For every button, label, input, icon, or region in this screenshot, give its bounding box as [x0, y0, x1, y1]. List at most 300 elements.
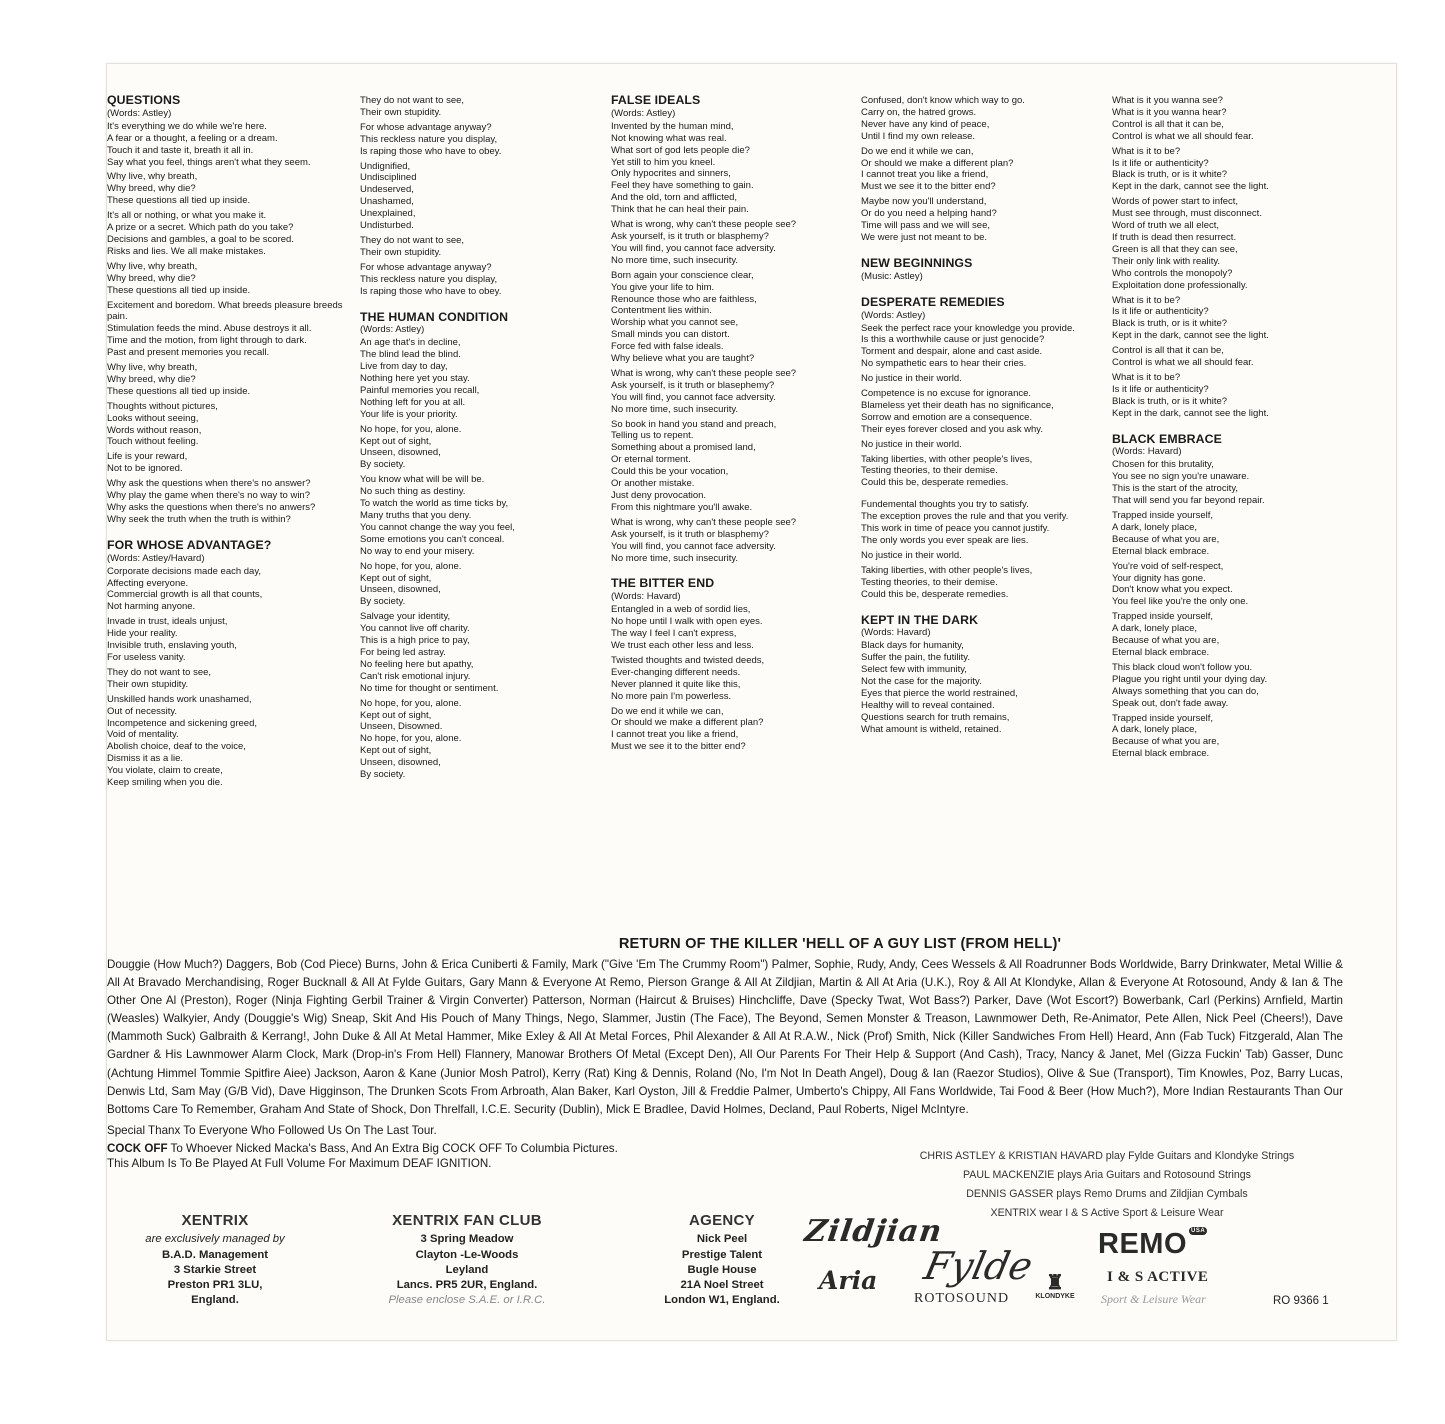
text-line: These questions all tied up inside.: [107, 385, 251, 397]
text-line: Life is your reward,: [107, 451, 188, 463]
lyric-stanza: [861, 454, 1107, 490]
equipment-credit-line: PAUL MACKENZIE plays Aria Guitars and Rotosound Strings: [963, 1169, 1251, 1181]
lyric-stanza: [360, 337, 606, 420]
text-line: You see no sign you're unaware.: [1112, 471, 1250, 483]
text-line: Time and the motion, from light through to dark.: [107, 335, 307, 347]
lyric-stanza: [360, 235, 606, 259]
text-line: Prestige Talent: [681, 1248, 763, 1261]
text-line: Something about a promised land,: [611, 442, 756, 454]
song-credit: (Words: Astley): [611, 107, 676, 119]
contact-intro: are exclusively managed by: [145, 1233, 285, 1246]
contact-title: XENTRIX: [181, 1212, 249, 1229]
lyric-stanza: [1112, 611, 1358, 659]
text-line: Exploitation done professionally.: [1112, 279, 1248, 291]
lyric-stanza: [861, 196, 1107, 244]
lyric-stanza: [360, 95, 606, 119]
text-line: Eternal black embrace.: [1112, 748, 1210, 760]
text-line: A dark, lonely place,: [1112, 724, 1198, 736]
text-line: For useless vanity.: [107, 651, 186, 663]
lyric-stanza: [1112, 295, 1358, 343]
text-line: Undisturbed.: [360, 220, 414, 232]
text-line: It's everything we do while we're here.: [107, 120, 267, 132]
text-line: Do we end it while we can,: [611, 705, 724, 717]
text-line: Must see through, must disconnect.: [1112, 208, 1262, 220]
text-line: Is this a worthwhile cause or just genocide?: [861, 334, 1045, 346]
text-line: Salvage your identity,: [360, 611, 451, 623]
volume-note: This Album Is To Be Played At Full Volume For Maximum DEAF IGNITION.: [107, 1156, 492, 1170]
lyric-stanza: [107, 401, 353, 449]
text-line: Renounce those who are faithless,: [611, 293, 757, 305]
text-line: Not harming anyone.: [107, 601, 196, 613]
text-line: Healthy will to reveal contained.: [861, 699, 995, 711]
management-contact: [127, 1213, 303, 1309]
text-line: And the old, torn and afflicted,: [611, 192, 738, 204]
text-line: Unseen, Disowned.: [360, 721, 443, 733]
text-line: Could this be your vocation,: [611, 466, 729, 478]
lyric-stanza: [861, 146, 1107, 194]
text-line: By society.: [360, 459, 406, 471]
text-line: Can't risk emotional injury.: [360, 670, 471, 682]
lyrics-column-3: [611, 95, 857, 756]
text-line: 3 Starkie Street: [173, 1263, 257, 1276]
text-line: Taking liberties, with other people's lives,: [861, 453, 1033, 465]
contact-address: [127, 1248, 303, 1309]
text-line: Their eyes forever closed and you ask why.: [861, 423, 1043, 435]
text-line: Control is what we all should fear.: [1112, 130, 1254, 142]
lyric-stanza: [1112, 510, 1358, 558]
text-line: Lancs. PR5 2UR, England.: [396, 1279, 538, 1292]
text-line: No hope, for you, alone.: [360, 423, 462, 435]
text-line: They do not want to see,: [360, 95, 465, 106]
text-line: You will find, you cannot face adversity.: [611, 540, 776, 552]
text-line: You feel like you're the only one.: [1112, 596, 1249, 608]
text-line: Suffer the pain, the futility.: [861, 652, 970, 664]
text-line: Preston PR1 3LU,: [167, 1279, 263, 1292]
text-line: Until I find my own release.: [861, 130, 976, 142]
text-line: For whose advantage anyway?: [360, 121, 492, 133]
text-line: Questions search for truth remains,: [861, 711, 1010, 723]
thanks-title: RETURN OF THE KILLER 'HELL OF A GUY LIST (FROM HELL)': [618, 936, 1062, 952]
text-line: This is a high price to pay,: [360, 635, 470, 647]
text-line: Keep smiling when you die.: [107, 777, 223, 789]
text-line: 21A Noel Street: [680, 1279, 764, 1292]
text-line: Why seek the truth when the truth is within?: [107, 513, 291, 525]
equipment-credits: [887, 1147, 1327, 1223]
text-line: Select few with immunity,: [861, 664, 967, 676]
lyric-stanza: [360, 474, 606, 557]
lyric-stanza: [611, 419, 857, 514]
lyric-stanza: [861, 640, 1107, 735]
text-line: Or should we make a different plan?: [611, 717, 764, 729]
text-line: England.: [191, 1294, 239, 1307]
text-line: No more time, such insecurity.: [611, 403, 739, 415]
song-title-black-embrace: BLACK EMBRACE: [1112, 431, 1222, 446]
text-line: Don't know what you expect.: [1112, 584, 1233, 596]
text-line: Kept in the dark, cannot see the light.: [1112, 330, 1269, 342]
text-line: Testing theories, to their demise.: [861, 576, 998, 588]
lyric-stanza: [360, 262, 606, 298]
equipment-credit-line: DENNIS GASSER plays Remo Drums and Zildjian Cymbals: [966, 1188, 1248, 1200]
song-title-kept-in-the-dark: KEPT IN THE DARK: [861, 612, 979, 627]
text-line: Touch without feeling.: [107, 436, 199, 448]
text-line: Ask yourself, is it truth or blasephemy?: [611, 379, 775, 391]
text-line: They do not want to see,: [107, 666, 212, 678]
text-line: Not to be ignored.: [107, 463, 183, 475]
text-line: Why live, why breath,: [107, 362, 198, 374]
text-line: Incompetence and sickening greed,: [107, 717, 257, 729]
text-line: Ask yourself, is it truth or blasphemy?: [611, 528, 769, 540]
text-line: Out of necessity.: [107, 705, 178, 717]
lyric-stanza: [611, 219, 857, 267]
text-line: Word of truth we all elect,: [1112, 220, 1220, 232]
lyric-stanza: [611, 706, 857, 754]
text-line: For being led astray.: [360, 646, 446, 658]
song-credit: (Words: Astley): [360, 324, 425, 336]
text-line: What sort of god lets people die?: [611, 144, 750, 156]
equipment-credit-line: CHRIS ASTLEY & KRISTIAN HAVARD play Fylde Guitars and Klondyke Strings: [919, 1150, 1295, 1162]
text-line: Kept in the dark, cannot see the light.: [1112, 407, 1269, 419]
text-line: Thoughts without pictures,: [107, 400, 218, 412]
text-line: You will find, you cannot face adversity.: [611, 391, 776, 403]
text-line: No hope until I walk with open eyes.: [611, 616, 763, 628]
text-line: These questions all tied up inside.: [107, 195, 251, 207]
thanks-section: [107, 936, 1343, 1171]
text-line: Competence is no excuse for ignorance.: [861, 388, 1032, 400]
text-line: Clayton -Le-Woods: [415, 1248, 519, 1261]
thanks-list: Douggie (How Much?) Daggers, Bob (Cod Piece) Burns, John & Erica Cuniberti & Family, Mark ("Give 'Em The Crummy Room") Palmer, Sophie, Rudy, Andy, Cees Wessels & All Roadrunner Bods Worldwide, Barry Drinkwater, Metal Willie & All At Bravado Merchandising, Roger Bucknall & All At Fylde Guitars, Gary Mann & Everyone At Remo, Pierson Grange & All At Zildjian, Martin & All At Aria (U.K.), Roy & All At Klondyke, Allan & Everyone At Rotosound, Andy & Ian & The Other One Al (Preston), Roger (Ninja Fighting Gerbil Trainer & Virgin Converter) Patterson, Norman (Haircut & Bruises) Hinchcliffe, Dave (Specky Twat, Wot Bass?) Parker, Dave (Wot Escort?) Bowerbank, Carl (Perkins) Arnfield, Martin (Weasles) Walkyier, Andy (Douggie's Wig) Sneap, Skit And His Pouch of Many Things, Nego, Slammer, Justin (The Face), The Beyond, Semen Monster & Treason, Lawnmower Deth, Re-Animator, Pete Allen, Nick Peel (Cheers!), Dave (Mammoth Suck) Galbraith & Kerrang!, John Duke & All At Metal Hammer, Mike Exley & All At Metal Forces, Phil Alexander & All At R.A.W., Nick (Prof) Smith, Nick (Killer Sandwiches From Hell) Heard, Ann (Fab Tuck) Fitzgerald, Alan The Gardner & His Lawnmower Alarm Clock, Mark (Drop-in's From Hell) Flannery, Manowar Brothers Of Metal (Except Den), All Our Parents For Their Help & Support (And Cash), Tracy, Nancy & Janet, Mel (Gizza Fuckin' Tab) Gasser, Dunc (Achtung Himmel Tommie Spitfire Aiee) Jackson, Aaron & Kane (Junior Mosh Patrol), Kerry (Rat) King & Dennis, Roland (No, I'm Not In Death Angel), Doug & Ian (Raezor Studios), Olive & Sue (Transport), Tim Knowles, Poz, Barry Lucas, Denwis Ltd, Sam May (G/B Vid), Dave Higginson, The Drunken Scots From Arbroath, Alan Baker, Karl Oyston, Jill & Freddie Palmer, Umberto's Chippy, All Fans Worldwide, Tai Food & Beer (How Much?), More Indian Restaurants Than Our Bottoms Care To Remember, Graham And State of Shock, Don Threlfall, I.C.E. Security (Dublin), Mick E Bradlee, David Holmes, Decland, Paul Roberts, Nigel McIntyre.: [107, 958, 1343, 1116]
text-line: Invade in trust, ideals unjust,: [107, 616, 228, 628]
text-line: Nothing here yet you stay.: [360, 373, 470, 385]
text-line: Control is all that it can be,: [1112, 345, 1224, 357]
text-line: Time will pass and we will see,: [861, 220, 990, 232]
text-line: Decisions and gambles, a goal to be scored.: [107, 233, 294, 245]
lyrics-column-2: [360, 95, 606, 784]
text-line: Unseen, disowned,: [360, 757, 441, 769]
album-insert: [106, 63, 1397, 1341]
text-line: What is wrong, why can't these people see?: [611, 516, 797, 528]
text-line: Is it life or authenticity?: [1112, 383, 1209, 395]
text-line: B.A.D. Management: [161, 1248, 269, 1261]
text-line: Their own stupidity.: [360, 106, 442, 118]
text-line: Their own stupidity.: [107, 678, 189, 690]
text-line: Not the case for the majority.: [861, 676, 982, 688]
lyric-stanza: [360, 698, 606, 781]
text-line: Maybe now you'll understand,: [861, 196, 987, 208]
lyrics-column-4: [861, 95, 1107, 739]
text-line: Void of mentality.: [107, 729, 179, 741]
text-line: You know what will be will be.: [360, 474, 485, 486]
text-line: Live from day to day,: [360, 361, 448, 373]
text-line: Could this be, desperate remedies.: [861, 477, 1009, 489]
text-line: This work in time of peace you cannot justify.: [861, 523, 1050, 535]
text-line: Painful memories you recall,: [360, 384, 480, 396]
text-line: No hope, for you, alone.: [360, 560, 462, 572]
text-line: If truth is dead then resurrect.: [1112, 231, 1237, 243]
klondyke-wordmark: KLONDYKE: [1035, 1293, 1075, 1300]
text-line: Kept out of sight,: [360, 709, 432, 721]
text-line: So book in hand you stand and preach,: [611, 418, 777, 430]
text-line: Why live, why breath,: [107, 171, 198, 183]
text-line: Hide your reality.: [107, 628, 178, 640]
song-credit: (Words: Havard): [1112, 446, 1182, 458]
text-line: What amount is witheld, retained.: [861, 723, 1002, 735]
lyric-stanza: [861, 323, 1107, 371]
lyric-stanza: [1112, 459, 1358, 507]
text-line: Undignified,: [360, 160, 411, 172]
contact-title: XENTRIX FAN CLUB: [392, 1212, 542, 1229]
lyric-stanza: [611, 270, 857, 365]
text-line: A dark, lonely place,: [1112, 623, 1198, 635]
text-line: Abolish choice, deaf to the voice,: [107, 741, 246, 753]
lyric-stanza: [861, 550, 1107, 562]
lyric-stanza: [107, 210, 353, 258]
text-line: Why play the game when there's no way to win?: [107, 490, 311, 502]
text-line: This reckless nature you display,: [360, 133, 498, 145]
text-line: I cannot treat you like a friend,: [611, 729, 739, 741]
text-line: Kept in the dark, cannot see the light.: [1112, 181, 1269, 193]
lyrics-column-1: [107, 95, 353, 792]
lyric-stanza: [107, 667, 353, 691]
text-line: Dismiss it as a lie.: [107, 753, 184, 765]
text-line: Risks and lies. We all make mistakes.: [107, 245, 266, 257]
equipment-credit-line: XENTRIX wear I & S Active Sport & Leisure Wear: [990, 1207, 1224, 1219]
text-line: Or another mistake.: [611, 478, 695, 490]
text-line: Testing theories, to their demise.: [861, 465, 998, 477]
text-line: The blind lead the blind.: [360, 349, 461, 361]
text-line: Ask yourself, is it truth or blasphemy?: [611, 230, 769, 242]
is-active-logo: I & S ACTIVE: [1107, 1269, 1209, 1285]
text-line: Past and present memories you recall.: [107, 347, 270, 359]
text-line: Leyland: [445, 1263, 489, 1276]
lyric-stanza: [861, 388, 1107, 436]
lyric-stanza: [360, 161, 606, 232]
text-line: Yet still to him you kneel.: [611, 156, 716, 168]
text-line: Many truths that you deny.: [360, 510, 472, 521]
lyric-stanza: [360, 122, 606, 158]
agency-contact: [642, 1213, 802, 1309]
text-line: Torment and despair, alone and cast aside.: [861, 346, 1043, 358]
special-thanks: Special Thanx To Everyone Who Followed Us On The Last Tour.: [107, 1123, 437, 1137]
text-line: To watch the world as time ticks by,: [360, 498, 509, 510]
text-line: Speak out, don't fade away.: [1112, 697, 1229, 709]
text-line: This is the start of the atrocity,: [1112, 483, 1239, 495]
text-line: Black is truth, or is it white?: [1112, 318, 1228, 330]
text-line: What is it you wanna see?: [1112, 95, 1223, 106]
text-line: Kept out of sight,: [360, 435, 432, 447]
lyric-stanza: [107, 261, 353, 297]
lyric-stanza: [360, 424, 606, 472]
text-line: Is raping those who have to obey.: [360, 285, 502, 297]
text-line: London W1, England.: [664, 1294, 780, 1307]
text-line: Control is what we all should fear.: [1112, 357, 1254, 369]
text-line: Invented by the human mind,: [611, 120, 734, 132]
lyric-stanza: [360, 611, 606, 694]
text-line: Only hypocrites and sinners,: [611, 168, 731, 180]
text-line: This reckless nature you display,: [360, 273, 498, 285]
text-line: Force fed with false ideals.: [611, 341, 724, 353]
song-credit: (Words: Havard): [611, 591, 681, 603]
lyric-stanza: [1112, 713, 1358, 761]
text-line: Unashamed,: [360, 196, 414, 208]
text-line: No sympathetic ears to hear their cries.: [861, 358, 1027, 370]
lyric-stanza: [1112, 345, 1358, 369]
text-line: A fear or a thought, a feeling or a dream.: [107, 132, 278, 144]
lyric-stanza: [611, 368, 857, 416]
text-line: Unexplained,: [360, 208, 416, 220]
text-line: By society.: [360, 596, 406, 608]
text-line: Some emotions you can't conceal.: [360, 533, 505, 545]
text-line: Touch it and taste it, breath it all in.: [107, 144, 254, 156]
aria-logo: Aria: [819, 1266, 878, 1295]
lyric-stanza: [1112, 196, 1358, 291]
text-line: Do we end it while we can,: [861, 145, 974, 157]
text-line: Seek the perfect race your knowledge you provide.: [861, 322, 1075, 334]
text-line: Trapped inside yourself,: [1112, 510, 1214, 521]
text-line: Not knowing what was real.: [611, 132, 727, 144]
text-line: Worship what you cannot see,: [611, 317, 739, 329]
text-line: No justice in their world.: [861, 438, 962, 450]
text-line: Corporate decisions made each day,: [107, 565, 262, 577]
lyric-stanza: [107, 478, 353, 526]
text-line: Your dignity has gone.: [1112, 572, 1206, 584]
lyric-stanza: [1112, 95, 1358, 143]
lyric-stanza: [611, 121, 857, 216]
text-line: Sorrow and emotion are a consequence.: [861, 411, 1033, 423]
fan-club-contact: [369, 1213, 565, 1309]
text-line: Say what you feel, things aren't what they seem.: [107, 156, 311, 168]
text-line: The way I feel I can't express,: [611, 628, 737, 640]
text-line: Or eternal torment.: [611, 454, 691, 466]
remo-usa-badge: USA: [1191, 1228, 1206, 1234]
text-line: 3 Spring Meadow: [420, 1233, 514, 1246]
text-line: Nick Peel: [696, 1233, 748, 1246]
rotosound-logo: ROTOSOUND: [914, 1291, 1010, 1306]
text-line: You will find, you cannot face adversity.: [611, 242, 776, 254]
song-title-for-whose-advantage: FOR WHOSE ADVANTAGE?: [107, 537, 272, 552]
text-line: They do not want to see,: [360, 234, 465, 246]
text-line: Confused, don't know which way to go.: [861, 95, 1025, 106]
text-line: Plague you right until your dying day.: [1112, 673, 1268, 685]
text-line: Blameless yet their death has no significance,: [861, 399, 1054, 411]
text-line: Is raping those who have to obey.: [360, 145, 502, 157]
cock-off-text: To Whoever Nicked Macka's Bass, And An Extra Big COCK OFF To Columbia Pictures.: [167, 1141, 618, 1155]
song-credit: (Words: Astley): [107, 107, 172, 119]
text-line: Never have any kind of peace,: [861, 118, 990, 130]
text-line: For whose advantage anyway?: [360, 261, 492, 273]
text-line: Fundemental thoughts you try to satisfy.: [861, 499, 1029, 511]
lyric-stanza: [107, 121, 353, 169]
text-line: No feeling here but apathy,: [360, 658, 474, 670]
text-line: You cannot change the way you feel,: [360, 521, 515, 533]
text-line: Eyes that pierce the world restrained,: [861, 687, 1018, 699]
lyric-stanza: [107, 451, 353, 475]
text-line: That will send you far beyond repair.: [1112, 495, 1265, 507]
text-line: Telling us to repent.: [611, 430, 694, 442]
text-line: An age that's in decline,: [360, 337, 461, 349]
song-credit: (Words: Astley/Havard): [107, 552, 205, 564]
text-line: Their only link with reality.: [1112, 255, 1221, 267]
text-line: What is it to be?: [1112, 294, 1181, 306]
text-line: Invisible truth, enslaving youth,: [107, 640, 237, 652]
text-line: We trust each other less and less.: [611, 639, 754, 651]
lyric-stanza: [861, 373, 1107, 385]
text-line: No more time, such insecurity.: [611, 552, 739, 564]
lyric-stanza: [360, 561, 606, 609]
song-title-human-condition: THE HUMAN CONDITION: [360, 309, 509, 324]
text-line: Undeserved,: [360, 184, 414, 196]
lyric-stanza: [107, 694, 353, 789]
sport-leisure-wear-text: Sport & Leisure Wear: [1101, 1292, 1206, 1306]
lyric-stanza: [861, 499, 1107, 547]
text-line: Born again your conscience clear,: [611, 269, 754, 281]
text-line: Kept out of sight,: [360, 572, 432, 584]
song-title-new-beginnings: NEW BEGINNINGS: [861, 255, 973, 270]
text-line: Looks without seeing,: [107, 412, 199, 424]
text-line: Kept out of sight,: [360, 745, 432, 757]
text-line: Green is all that they can see,: [1112, 243, 1238, 255]
text-line: Why ask the questions when there's no answer?: [107, 478, 311, 490]
song-title-desperate-remedies: DESPERATE REMEDIES: [861, 294, 1005, 309]
text-line: No hope, for you, alone.: [360, 733, 462, 745]
lyric-stanza: [1112, 372, 1358, 420]
text-line: Eternal black embrace.: [1112, 646, 1210, 658]
lyric-stanza: [1112, 146, 1358, 194]
contact-address: [369, 1232, 565, 1293]
lyric-stanza: [861, 439, 1107, 451]
text-line: Why breed, why die?: [107, 272, 196, 284]
text-line: Undisciplined: [360, 172, 417, 184]
text-line: The only words you ever speak are lies.: [861, 535, 1029, 546]
remo-wordmark: REMO: [1098, 1228, 1187, 1260]
text-line: Black is truth, or is it white?: [1112, 395, 1228, 407]
lyric-stanza: [611, 604, 857, 652]
text-line: Ever-changing different needs.: [611, 666, 741, 678]
text-line: Eternal black embrace.: [1112, 545, 1210, 557]
text-line: From this nightmare you'll awake.: [611, 501, 753, 513]
contact-note: Please enclose S.A.E. or I.R.C.: [388, 1294, 546, 1307]
text-line: No justice in their world.: [861, 373, 962, 385]
text-line: No hope, for you, alone.: [360, 697, 462, 709]
text-line: What is wrong, why can't these people see?: [611, 219, 797, 231]
text-line: What is it to be?: [1112, 145, 1181, 157]
text-line: Excitement and boredom. What breeds pleasure breeds pain.: [107, 299, 343, 323]
text-line: Unseen, disowned,: [360, 584, 441, 596]
text-line: I cannot treat you like a friend,: [861, 169, 989, 181]
text-line: Just deny provocation.: [611, 490, 707, 501]
text-line: What is wrong, why can't these people see?: [611, 367, 797, 379]
text-line: Carry on, the hatred grows.: [861, 106, 977, 118]
text-line: You violate, claim to create,: [107, 765, 223, 777]
lyric-stanza: [861, 95, 1107, 143]
text-line: Bugle House: [687, 1263, 757, 1276]
lyric-stanza: [1112, 561, 1358, 609]
lyric-stanza: [611, 655, 857, 703]
text-line: By society.: [360, 769, 406, 781]
text-line: Trapped inside yourself,: [1112, 611, 1214, 623]
lyric-stanza: [107, 171, 353, 207]
text-line: The exception proves the rule and that you verify.: [861, 511, 1069, 523]
text-line: Think that he can heal their pain.: [611, 204, 749, 216]
text-line: What is it to be?: [1112, 371, 1181, 383]
klondyke-logo: [1035, 1273, 1075, 1300]
text-line: Or do you need a helping hand?: [861, 208, 997, 220]
lyric-stanza: [861, 565, 1107, 601]
song-title-questions: QUESTIONS: [107, 93, 181, 107]
text-line: Black is truth, or is it white?: [1112, 169, 1228, 181]
text-line: These questions all tied up inside.: [107, 284, 251, 296]
text-line: This black cloud won't follow you.: [1112, 661, 1253, 673]
text-line: A dark, lonely place,: [1112, 521, 1198, 533]
